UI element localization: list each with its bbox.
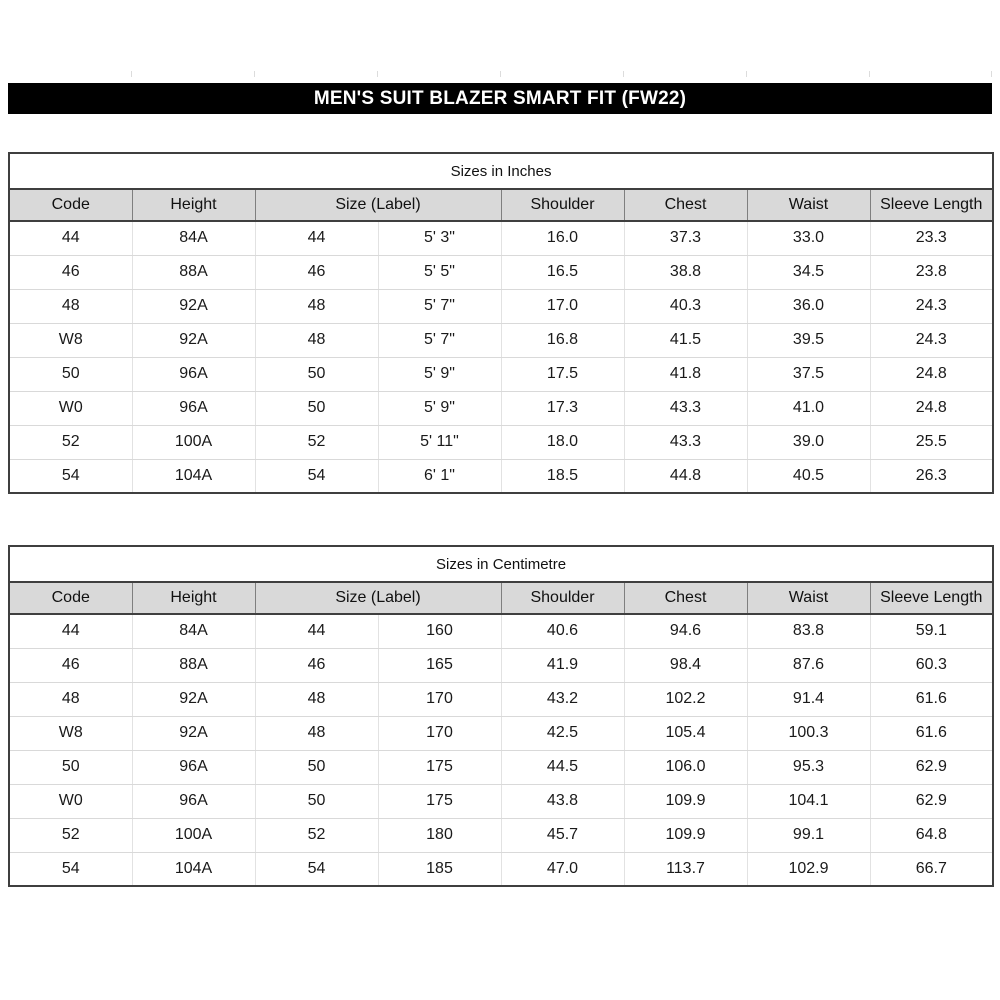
- table-cell: W0: [9, 391, 132, 425]
- table-cell: 48: [255, 289, 378, 323]
- column-header-height: Height: [132, 582, 255, 614]
- table-cell: 170: [378, 716, 501, 750]
- column-header-size-label: Size (Label): [255, 189, 501, 221]
- column-header-waist: Waist: [747, 582, 870, 614]
- table-cell: 83.8: [747, 614, 870, 648]
- table-cell: 54: [255, 852, 378, 886]
- table-body: [9, 221, 993, 493]
- table-cell: 41.9: [501, 648, 624, 682]
- gridline-tick: [991, 71, 992, 77]
- gridline-tick: [500, 71, 501, 77]
- table-cell: 44: [255, 614, 378, 648]
- table-cell: 96A: [132, 391, 255, 425]
- gridline-tick: [131, 71, 132, 77]
- table-cell: 37.3: [624, 221, 747, 255]
- sizes-in-centimetre-table: [8, 545, 994, 887]
- table-cell: 17.0: [501, 289, 624, 323]
- table-cell: 46: [9, 255, 132, 289]
- table-cell: 40.3: [624, 289, 747, 323]
- column-header-shoulder: Shoulder: [501, 189, 624, 221]
- table-cell: 16.5: [501, 255, 624, 289]
- table-cell: 98.4: [624, 648, 747, 682]
- table-cell: 43.3: [624, 425, 747, 459]
- table-cell: 54: [255, 459, 378, 493]
- table-cell: 102.2: [624, 682, 747, 716]
- table-cell: 43.2: [501, 682, 624, 716]
- table-cell: 41.5: [624, 323, 747, 357]
- table-cell: 43.8: [501, 784, 624, 818]
- table-cell: 42.5: [501, 716, 624, 750]
- table-cell: 5' 11": [378, 425, 501, 459]
- table-cell: 64.8: [870, 818, 993, 852]
- column-header-code: Code: [9, 582, 132, 614]
- table-cell: 99.1: [747, 818, 870, 852]
- table-cell: 66.7: [870, 852, 993, 886]
- table-cell: 46: [9, 648, 132, 682]
- table-cell: 24.3: [870, 323, 993, 357]
- table-cell: 17.3: [501, 391, 624, 425]
- table-cell: 61.6: [870, 716, 993, 750]
- table-cell: 39.5: [747, 323, 870, 357]
- table-cell: 61.6: [870, 682, 993, 716]
- table-cell: 24.8: [870, 391, 993, 425]
- table-cell: 50: [255, 357, 378, 391]
- table-cell: 60.3: [870, 648, 993, 682]
- gridline-tick: [254, 71, 255, 77]
- table-cell: 24.3: [870, 289, 993, 323]
- table-cell: 48: [255, 716, 378, 750]
- table-row: [9, 391, 993, 425]
- table-cell: 36.0: [747, 289, 870, 323]
- sizes-in-inches-table: [8, 152, 994, 494]
- table-cell: 46: [255, 255, 378, 289]
- gridline-tick: [623, 71, 624, 77]
- table-row: [9, 716, 993, 750]
- table-cell: 52: [255, 818, 378, 852]
- table-cell: 109.9: [624, 784, 747, 818]
- table-cell: 92A: [132, 682, 255, 716]
- table-cell: 18.5: [501, 459, 624, 493]
- table-cell: 45.7: [501, 818, 624, 852]
- table-cell: 84A: [132, 614, 255, 648]
- table-cell: 62.9: [870, 784, 993, 818]
- page-title: MEN'S SUIT BLAZER SMART FIT (FW22): [313, 88, 687, 109]
- table-row: [9, 357, 993, 391]
- table-header-row: [9, 582, 993, 614]
- column-header-size-label: Size (Label): [255, 582, 501, 614]
- table-cell: 50: [255, 784, 378, 818]
- column-header-shoulder: Shoulder: [501, 582, 624, 614]
- table-cell: 44: [9, 221, 132, 255]
- table-cell: 102.9: [747, 852, 870, 886]
- table-row: [9, 459, 993, 493]
- table-cell: 88A: [132, 648, 255, 682]
- table-cell: 48: [9, 289, 132, 323]
- table-row: [9, 221, 993, 255]
- table-cell: 105.4: [624, 716, 747, 750]
- column-header-chest: Chest: [624, 582, 747, 614]
- table-cell: 46: [255, 648, 378, 682]
- table-title-row: [9, 546, 993, 582]
- table-header-row: [9, 189, 993, 221]
- table-cell: 100A: [132, 818, 255, 852]
- table-cell: 185: [378, 852, 501, 886]
- gridline-tick: [869, 71, 870, 77]
- table-cell: 96A: [132, 784, 255, 818]
- table-row: [9, 289, 993, 323]
- table-cell: 104A: [132, 459, 255, 493]
- table-cell: 52: [9, 818, 132, 852]
- table-cell: 23.8: [870, 255, 993, 289]
- table-cell: 5' 9": [378, 357, 501, 391]
- table-cell: 84A: [132, 221, 255, 255]
- gridline-tick: [746, 71, 747, 77]
- gridline-tick: [377, 71, 378, 77]
- column-header-waist: Waist: [747, 189, 870, 221]
- table-cell: 17.5: [501, 357, 624, 391]
- table-cell: 50: [9, 357, 132, 391]
- table-row: [9, 425, 993, 459]
- table-row: [9, 852, 993, 886]
- table-row: [9, 614, 993, 648]
- table-row: [9, 323, 993, 357]
- table-cell: 39.0: [747, 425, 870, 459]
- table-cell: W8: [9, 323, 132, 357]
- column-header-sleeve-length: Sleeve Length: [870, 189, 993, 221]
- table-cell: 44: [255, 221, 378, 255]
- table-cell: 5' 7": [378, 289, 501, 323]
- table-cell: 16.0: [501, 221, 624, 255]
- table-cell: 6' 1": [378, 459, 501, 493]
- table-cell: 41.0: [747, 391, 870, 425]
- table-cell: 5' 3": [378, 221, 501, 255]
- table-cell: 16.8: [501, 323, 624, 357]
- table-cell: 96A: [132, 357, 255, 391]
- table-row: [9, 255, 993, 289]
- table-cell: 54: [9, 459, 132, 493]
- table-cell: 48: [255, 682, 378, 716]
- table-cell: 170: [378, 682, 501, 716]
- table-cell: 59.1: [870, 614, 993, 648]
- table-cell: 23.3: [870, 221, 993, 255]
- column-header-height: Height: [132, 189, 255, 221]
- table-cell: 41.8: [624, 357, 747, 391]
- table-cell: 104A: [132, 852, 255, 886]
- table-cell: 33.0: [747, 221, 870, 255]
- table-cell: 100A: [132, 425, 255, 459]
- table-cell: 160: [378, 614, 501, 648]
- table-cell: 52: [255, 425, 378, 459]
- table-cell: 52: [9, 425, 132, 459]
- table-cell: 50: [255, 750, 378, 784]
- table-cell: 87.6: [747, 648, 870, 682]
- table-cell: 92A: [132, 289, 255, 323]
- table-cell: 48: [9, 682, 132, 716]
- table-cell: 5' 5": [378, 255, 501, 289]
- table-title-row: [9, 153, 993, 189]
- table-cell: 175: [378, 784, 501, 818]
- table-cell: 100.3: [747, 716, 870, 750]
- table-cell: 44: [9, 614, 132, 648]
- sizes-in-inches-table-container: [8, 152, 992, 494]
- table-cell: 18.0: [501, 425, 624, 459]
- column-header-code: Code: [9, 189, 132, 221]
- table-cell: 26.3: [870, 459, 993, 493]
- table-row: [9, 682, 993, 716]
- table-cell: 24.8: [870, 357, 993, 391]
- table-cell: 34.5: [747, 255, 870, 289]
- table-cell: 40.5: [747, 459, 870, 493]
- table-cell: 92A: [132, 323, 255, 357]
- table-title: Sizes in Centimetre: [9, 546, 993, 582]
- table-cell: 104.1: [747, 784, 870, 818]
- table-cell: 50: [9, 750, 132, 784]
- table-cell: 50: [255, 391, 378, 425]
- table-cell: 44.5: [501, 750, 624, 784]
- table-cell: 38.8: [624, 255, 747, 289]
- table-cell: 44.8: [624, 459, 747, 493]
- table-cell: W8: [9, 716, 132, 750]
- table-cell: 180: [378, 818, 501, 852]
- table-cell: 37.5: [747, 357, 870, 391]
- table-cell: 88A: [132, 255, 255, 289]
- table-cell: 43.3: [624, 391, 747, 425]
- table-cell: 40.6: [501, 614, 624, 648]
- table-cell: 175: [378, 750, 501, 784]
- table-body: [9, 614, 993, 886]
- table-cell: 165: [378, 648, 501, 682]
- table-row: [9, 750, 993, 784]
- table-cell: 5' 7": [378, 323, 501, 357]
- table-row: [9, 818, 993, 852]
- column-header-sleeve-length: Sleeve Length: [870, 582, 993, 614]
- table-cell: 25.5: [870, 425, 993, 459]
- table-cell: 92A: [132, 716, 255, 750]
- table-cell: 47.0: [501, 852, 624, 886]
- table-cell: 113.7: [624, 852, 747, 886]
- table-cell: 62.9: [870, 750, 993, 784]
- table-cell: 109.9: [624, 818, 747, 852]
- table-cell: 91.4: [747, 682, 870, 716]
- table-cell: 95.3: [747, 750, 870, 784]
- title-banner: [8, 83, 992, 114]
- table-cell: 5' 9": [378, 391, 501, 425]
- table-cell: 94.6: [624, 614, 747, 648]
- column-header-chest: Chest: [624, 189, 747, 221]
- table-cell: W0: [9, 784, 132, 818]
- table-cell: 96A: [132, 750, 255, 784]
- table-cell: 48: [255, 323, 378, 357]
- table-cell: 54: [9, 852, 132, 886]
- table-title: Sizes in Inches: [9, 153, 993, 189]
- sizes-in-centimetre-table-container: [8, 545, 992, 887]
- table-cell: 106.0: [624, 750, 747, 784]
- table-row: [9, 648, 993, 682]
- table-row: [9, 784, 993, 818]
